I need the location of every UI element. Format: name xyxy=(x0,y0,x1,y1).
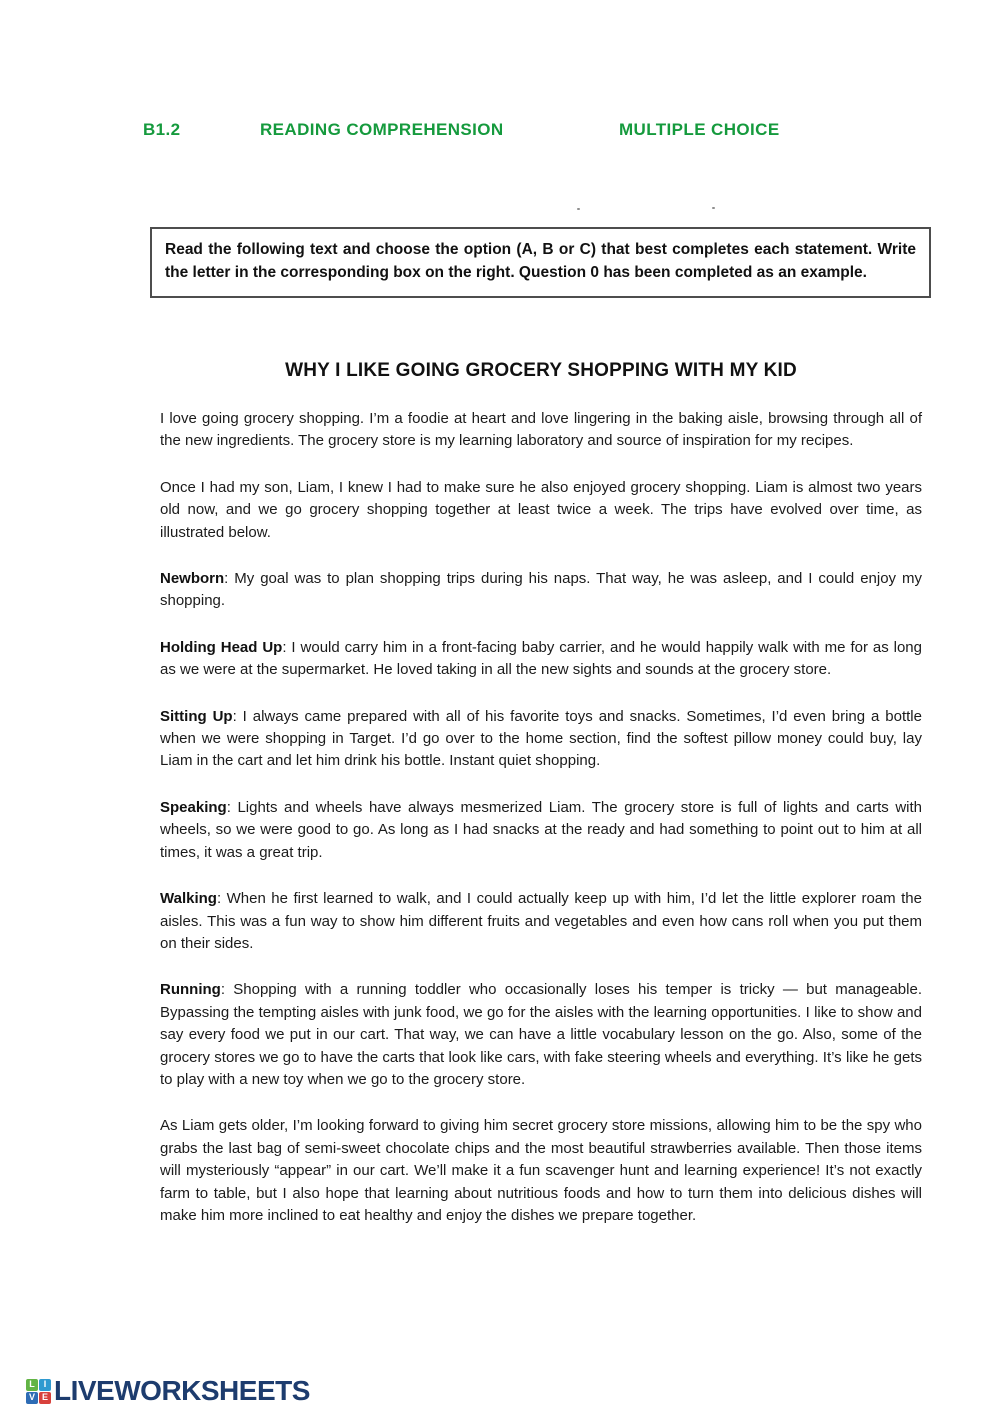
article-paragraph: Walking: When he first learned to walk, and I could actually keep up with him, I’d let the little explorer roam the aisles. This was a fun way to show him different fruits and vegetables and even how cans roll when you put them on their sides. xyxy=(160,890,922,952)
logo-tile-i: I xyxy=(39,1379,51,1391)
scan-artifact-dot xyxy=(712,207,715,209)
article-paragraph: I love going grocery shopping. I’m a foodie at heart and love lingering in the baking aisle, browsing through all of the new ingredients. The grocery store is my learning laboratory and source of inspiration for my recipes. xyxy=(160,410,922,450)
level-code: B1.2 xyxy=(143,120,181,139)
article-paragraph: Sitting Up: I always came prepared with all of his favorite toys and snacks. Sometimes, I’d even bring a bottle when we were shopping in Target. I’d go over to the home section, find the softest pillow money could buy, lay Liam in the cart and let him drink his bottle. Instant quiet shopping. xyxy=(160,707,922,770)
logo-tile-v: V xyxy=(26,1392,38,1404)
stage-label: Speaking xyxy=(160,798,227,816)
header-title: READING COMPREHENSION xyxy=(260,120,504,139)
article-paragraph: Speaking: Lights and wheels have always mesmerized Liam. The grocery store is full of lights and carts with wheels, so we were good to go. As long as I had snacks at the ready and had something to point out to him at all times, it was a great trip. xyxy=(160,798,922,861)
instructions-text: Read the following text and choose the option (A, B or C) that best completes each statement. Write the letter in the corresponding box on the right. Question 0 has been completed as an example. xyxy=(165,241,916,281)
scan-artifact-dot xyxy=(577,208,580,210)
article-paragraph: Newborn: My goal was to plan shopping trips during his naps. That way, he was asleep, and I could enjoy my shopping. xyxy=(160,570,922,610)
article-body xyxy=(160,408,922,1251)
stage-label: Sitting Up xyxy=(160,707,233,725)
logo-tile-l: L xyxy=(26,1379,38,1391)
stage-label: Holding Head Up xyxy=(160,638,283,656)
article-paragraph: Once I had my son, Liam, I knew I had to make sure he also enjoyed grocery shopping. Liam is almost two years old now, and we go grocery shopping together at least twice a week. The trips have evolved over time, as illustrated below. xyxy=(160,478,922,541)
stage-label: Walking xyxy=(160,890,217,908)
article-paragraph: As Liam gets older, I’m looking forward to giving him secret grocery store missions, allowing him to be the spy who grabs the last bag of semi-sweet chocolate chips and the most beautiful strawberries available. Then those items will mysteriously “appear” in our cart. We’ll make it a fun scavenger hunt and learning experience! It’s not exactly farm to table, but I also hope that learning about nutritious foods and how to turn them into delicious dishes will make him more inclined to eat healthy and enjoy the dishes we prepare together. xyxy=(160,1117,922,1224)
logo-tile-e: E xyxy=(39,1392,51,1404)
liveworksheets-logo[interactable] xyxy=(26,1377,310,1405)
liveworksheets-grid-icon xyxy=(26,1379,51,1404)
liveworksheets-logo-text: LIVEWORKSHEETS xyxy=(54,1375,310,1406)
instructions-box xyxy=(150,227,931,298)
stage-label: Running xyxy=(160,981,221,999)
header-subtitle: MULTIPLE CHOICE xyxy=(619,120,780,139)
article-paragraph: Running: Shopping with a running toddler who occasionally loses his temper is tricky — but manageable. Bypassing the tempting aisles with junk food, we go for the aisles with the learning opportunities. I like to show and say every food we put in our cart. That way, we can have a little vocabulary lesson on the go. Also, some of the grocery stores we go to have the carts that look like cars, with fake steering wheels and everything. It’s like he gets to play with a new toy when we go to the grocery store. xyxy=(160,981,922,1088)
article-paragraph: Holding Head Up: I would carry him in a front-facing baby carrier, and he would happily walk with me for as long as we were at the supermarket. He loved taking in all the new sights and sounds at the grocery store. xyxy=(160,638,922,679)
worksheet-header xyxy=(0,120,1000,144)
stage-label: Newborn xyxy=(160,570,225,588)
article-title: WHY I LIKE GOING GROCERY SHOPPING WITH MY KID xyxy=(285,360,797,381)
